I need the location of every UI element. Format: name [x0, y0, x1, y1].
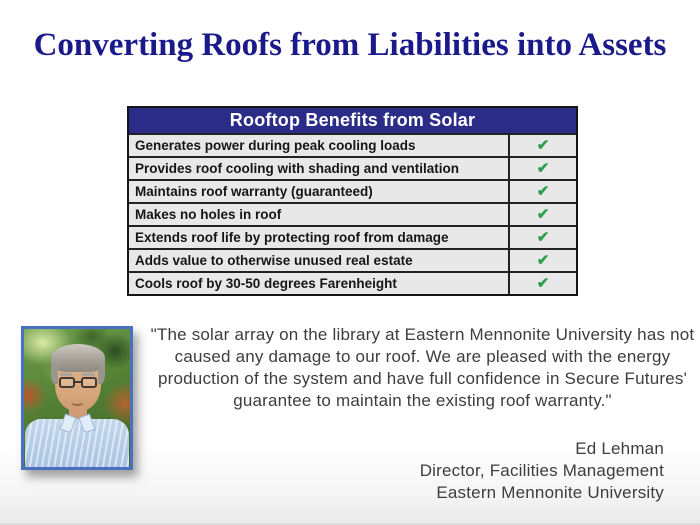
benefit-label: Generates power during peak cooling loads — [135, 138, 416, 153]
photo-striped-shirt — [25, 419, 129, 467]
table-row — [129, 156, 576, 179]
check-icon: ✔ — [508, 135, 576, 156]
benefit-label: Makes no holes in roof — [135, 207, 282, 222]
benefit-label: Adds value to otherwise unused real estate — [135, 253, 413, 268]
photo-foliage-background — [24, 329, 130, 467]
attribution-organization: Eastern Mennonite University — [436, 483, 664, 502]
glasses-lens-right — [81, 377, 97, 388]
table-row — [129, 133, 576, 156]
check-icon: ✔ — [508, 158, 576, 179]
benefit-label: Cools roof by 30-50 degrees Farenheight — [135, 276, 397, 291]
table-row — [129, 179, 576, 202]
table-row — [129, 225, 576, 248]
photo-eyebrow-left — [60, 373, 73, 376]
benefits-table — [127, 106, 578, 296]
table-row — [129, 248, 576, 271]
table-row — [129, 202, 576, 225]
attribution-role: Director, Facilities Management — [419, 461, 664, 480]
check-icon: ✔ — [508, 250, 576, 271]
check-icon: ✔ — [508, 227, 576, 248]
table-row — [129, 271, 576, 294]
quote-attribution — [420, 438, 664, 504]
testimonial-quote: "The solar array on the library at Eastern Mennonite University has not caused any damage to our roof. We are pleased with the energy production of the system and have full confidence in Secure Futures' guarantee to maintain the existing roof warranty." — [150, 325, 695, 410]
attribution-name: Ed Lehman — [575, 439, 664, 458]
photo-smile — [70, 397, 85, 406]
check-icon: ✔ — [508, 204, 576, 225]
ed-lehman-photo — [21, 326, 133, 470]
glasses-lens-left — [59, 377, 75, 388]
benefits-table-header: Rooftop Benefits from Solar — [129, 108, 576, 133]
benefits-table-body — [129, 133, 576, 294]
benefit-label: Extends roof life by protecting roof from damage — [135, 230, 449, 245]
check-icon: ✔ — [508, 181, 576, 202]
slide-title: Converting Roofs from Liabilities into Assets — [33, 27, 667, 63]
glasses-bridge — [74, 381, 82, 383]
benefit-label: Maintains roof warranty (guaranteed) — [135, 184, 373, 199]
photo-hair — [51, 344, 105, 372]
check-icon: ✔ — [508, 273, 576, 294]
benefit-label: Provides roof cooling with shading and ventilation — [135, 161, 460, 176]
photo-eyebrow-right — [82, 373, 95, 376]
